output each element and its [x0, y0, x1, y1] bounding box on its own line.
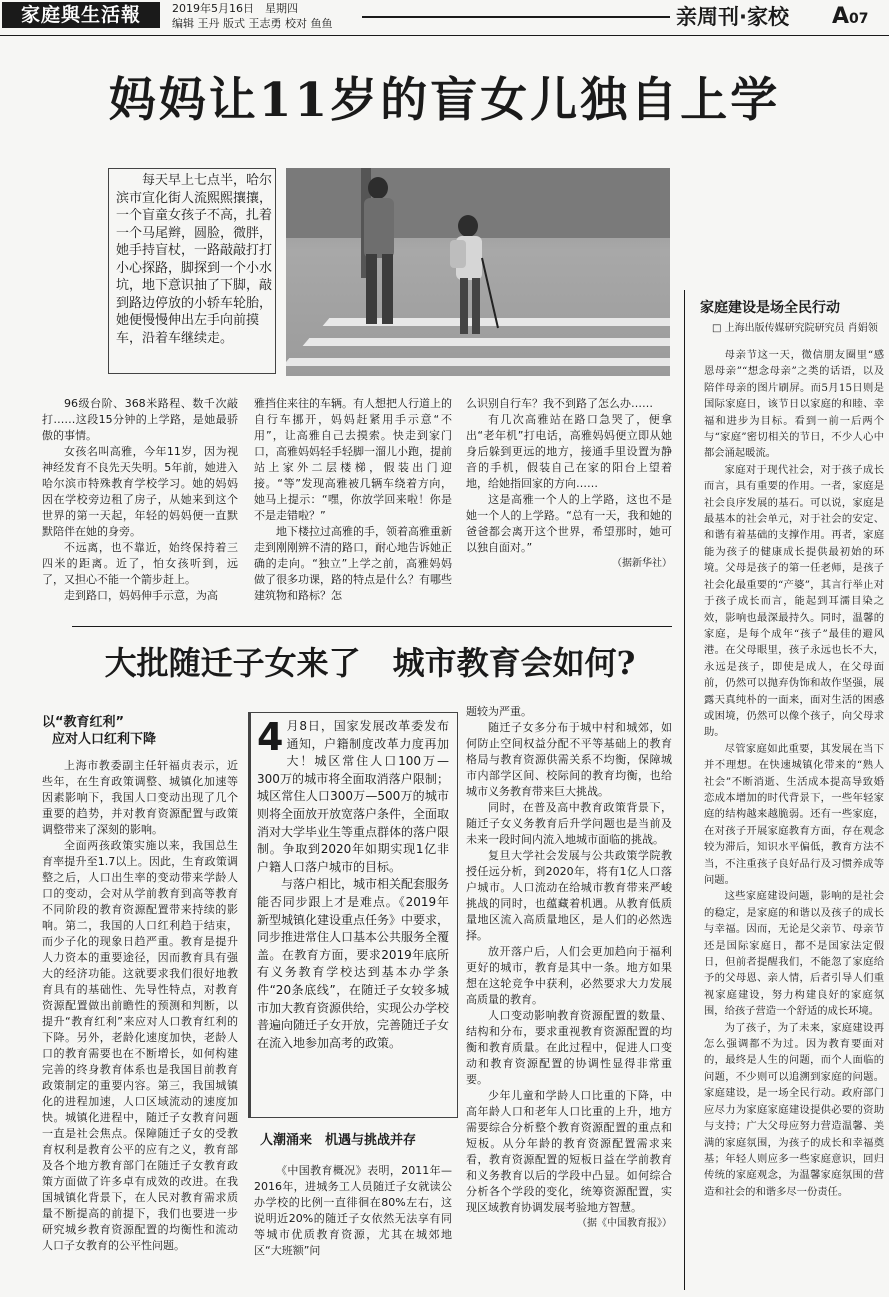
story2-callout: [257, 715, 450, 1052]
newspaper-logo: 家庭與生活報: [2, 2, 160, 28]
story1-credit: （据新华社）: [612, 558, 672, 569]
story1-headline: 妈妈让11岁的盲女儿独自上学: [108, 73, 781, 128]
story1-lead: 每天早上七点半，哈尔滨市宣化街人流熙熙攘攘，一个盲童女孩子不高，扎着一个马尾辫，圆脸，微胖，她手持盲杖，一路敲敲打打小心探路，脚探到一个小水坑，地下意识抽了下脚，敲到路边停放的小轿车轮胎，她便慢慢伸出左手向前摸车，沿着车继续走。: [116, 173, 273, 346]
paragraph: 走到路口，妈妈伸手示意，为高: [64, 589, 218, 602]
masthead-divider: [0, 35, 889, 36]
story-divider: [72, 626, 672, 627]
paragraph: 这些家庭建设问题，影响的是社会的稳定，是家庭的和谐以及孩子的成长与幸福。因而，无论是父亲节、母亲节还是国际家庭日，都不是国家法定假日，但前者提醒我们，不能忽了家庭给予的父母恩、亲人情，后者引导人们重视家庭建设，努力构建良好的家庭氛围，给孩子营造一个舒适的成长环境。: [704, 890, 884, 1018]
paragraph: 上海市教委副主任轩福贞表示，近些年，在生育政策调整、城镇化加速等因素影响下，我国人口变动出现了几个重要的趋势，并对教育资源配置与政策调整带来了深刻的影响。: [42, 759, 238, 836]
paragraph: 96级台阶、368米路程、数千次敲打……这段15分钟的上学路，是她最骄傲的事情。: [42, 397, 238, 442]
paragraph: 为了孩子，为了未来，家庭建设再怎么强调都不为过。因为教育要面对的，最终是人生的问题，而个人面临的问题，不少则可以追溯到家庭的问题。家庭建设，是一场全民行动。政府部门应尽力为家庭家庭建设提供必要的资助与支持；广大父母应努力营造温馨、美满的家庭氛围，为孩子的成长和幸福奠基；年轻人则应多一些家庭意识，回归传统的家庭观念，为温馨家庭氛围的营造和社会的和谐多尽一份责任。: [704, 1021, 884, 1198]
masthead: [0, 0, 889, 38]
paragraph: 随迁子女多分布于城中村和城郊，如何防止空间权益分配不平等基础上的教育格局与教育资源供需关系不均衡，保障城市内部学区间、校际间的教育均衡，也给城市义务教育带来巨大挑战。: [466, 721, 672, 798]
section-name: 亲周刊·家校: [676, 5, 789, 29]
story2-column-1: [42, 714, 238, 1254]
sidebar-divider: [684, 290, 685, 1290]
sidebar-title: 家庭建设是场全民行动: [700, 300, 840, 316]
story1-photo: [286, 168, 670, 376]
paragraph: 放开落户后，人们会更加趋向于福利更好的城市，教育是其中一条。地方如果想在这轮竞争中获利，必然要求大力发展高质量的教育。: [466, 945, 672, 1006]
paragraph: 不远离，也不靠近，始终保持着三四米的距离。近了，怕女孩听到，远了，又担心不能一个箭步赶上。: [42, 541, 238, 586]
dropcap: 4: [257, 715, 284, 759]
story2-subhead-1: [42, 714, 238, 748]
paragraph: 人口变动影响教育资源配置的数量、结构和分布，要求重视教育资源配置的均衡和教育质量。在此过程中，促进人口变动和教育资源配置的协调性显得非常重要。: [466, 1009, 672, 1086]
page-number: A07: [832, 4, 869, 29]
subhead-line: 应对人口红利下降: [52, 732, 157, 747]
story2-subhead-2: 人潮涌来 机遇与挑战并存: [260, 1133, 417, 1148]
story2-column-2-bottom: [254, 1132, 452, 1259]
paragraph: 雅挡住来往的车辆。有人想把人行道上的自行车挪开，妈妈赶紧用手示意“不用”，让高雅自己去摸索。快走到家门口，高雅妈妈轻手轻脚一溜儿小跑，提前站上家外二层楼梯，假装出门迎接。“等”发现高雅被几辆车绕着方向，她马上提示：“嘿，你放学回来啦！你是不是走错啦？”: [254, 397, 452, 522]
sidebar-author: □ 上海出版传媒研究院研究员 肖娟领: [712, 323, 878, 334]
paragraph: 女孩名叫高雅，今年11岁，因为视神经发育不良先天失明。5年前，她进入哈尔滨市特殊教育学校学习。她的妈妈因在学校旁边租了房子，从她来到这个世界的第一天起，年轻的妈妈便一直默默陪伴在她的身旁。: [42, 445, 238, 538]
paragraph: 有几次高雅站在路口急哭了，便拿出“老年机”打电话，高雅妈妈便立即从她身后躲到更远的地方，接通手里设置为静音的手机，假装自己在家的阳台上望着地，给她指回家的方向……: [466, 413, 672, 490]
paragraph: 么识别自行车？我不到路了怎么办……: [466, 397, 653, 410]
callout-paragraph: 月8日，国家发展改革委发布通知，户籍制度改革力度再加大！城区常住人口100万—300万的城市将全面取消落户限制；城区常住人口300万—500万的城市则将全面放开放宽落户条件，全面取消对大学毕业生等重点群体的落户限制。争取到2020年如期实现1亿非户籍人口落户城市的目标。: [257, 719, 450, 874]
subhead-line: 以“教育红利”: [42, 715, 125, 730]
story1-column-1: [42, 396, 238, 604]
photo-figures: [286, 168, 670, 376]
issue-date: 2019年5月16日 星期四: [172, 2, 298, 15]
editors-credit: 编辑 王丹 版式 王志勇 校对 鱼鱼: [172, 17, 333, 30]
story2-headline: 大批随迁子女来了 城市教育会如何?: [104, 644, 636, 682]
paragraph: 尽管家庭如此重要，其发展在当下并不理想。在快速城镇化带来的“熟人社会”不断消逝、生活成本提高导致婚恋成本增加的时代背景下，一些年轻家庭的结构越来越脆弱。还有一些家庭，在对孩子开展家庭教育方面，存在观念较为滞后，知识水平偏低，教育方法不当，不注重孩子良好品行及习惯养成等问题。: [704, 742, 884, 886]
paragraph: 复旦大学社会发展与公共政策学院教授任远分析，到2020年，将有1亿人口落户城市。人口流动在给城市教育带来严峻挑战的同时，也蕴藏着机遇。从教育低质量地区流入高质量地区，是人们的必然选择。: [466, 849, 672, 942]
paragraph: 家庭对于现代社会，对于孩子成长而言，具有重要的作用。一者，家庭是社会良序发展的基石。可以说，家庭是最基本的社会单元，对于社会的安定、和谐有着基础的支撑作用。再者，家庭能为孩子的健康成长提供最初始的环境。父母是孩子的第一任老师，是孩子社会化最重要的“产婆”，其言行举止对于孩子成长而言，能起到耳濡目染之效，影响也最深最持久。同时，温馨的家庭，是每个成年“孩子”最佳的避风港。在父母眼里，孩子永远也长不大，永远是孩子，即使是成人，在父母面前，仍然可以抛弃伪饰和故作坚强，展露天真纯朴的一面来，面对生活的困惑或困境，仍然可以像个孩子，向父母求助。: [704, 463, 884, 739]
story1-column-2: [254, 396, 452, 604]
story2-credit: （据《中国教育报》）: [577, 1218, 672, 1229]
paragraph: 题较为严重。: [466, 705, 532, 718]
story1-column-3: [466, 396, 672, 572]
paragraph: 母亲节这一天，微信朋友圈里“感恩母亲”“想念母亲”之类的话语，以及陪伴母亲的图片刷屏。而5月15日则是国际家庭日，该节日以家庭的和睦、幸福和进步为目标。看到一前一后两个与“家庭”密切相关的节日，不少人心中都会涌起暖流。: [704, 349, 884, 460]
paragraph: 少年儿童和学龄人口比重的下降，中高年龄人口和老年人口比重的上升，地方需要综合分析整个教育资源配置的重点和短板。从分年龄的教育资源配置需求来看，教育资源配置的短板日益在学前教育和义务教育以后的学段中凸显。如何综合分析各个学段的变化，统筹资源配置，实现区域教育协调发展考验地方智慧。: [466, 1089, 672, 1214]
story2-column-3: [466, 704, 672, 1232]
paragraph: 全面两孩政策实施以来，我国总生育率提升至1.7以上。因此，生育政策调整之后，人口出生率的变动带来学龄人口的变动，会对从学前教育到高等教育不同阶段的教育资源配置带来持续的影响。第二，我国的人口红利趋于结束，而少子化的现象日趋严重。教育是提升人力资本的重要途径，因而教育具有强大的经济功能。这就要求我们很好地教育具有的基础性、先导性特点，对教育资源配置做出前瞻性的预测和判断，以提升“教育红利”来应对人口教育红利的下降。另外，老龄化速度加快，老龄人口的教育需要也在不断增长，如何构建完善的终身教育体系也是我国目前教育政策制定的重要内容。第三，我国城镇化的进程加速，人口区域流动的速度加快。城镇化进程中，随迁子女教育问题一直是社会焦点。保障随迁子女的受教育权利是教育公平的应有之义，教育部及各个地方教育部门在随迁子女教育政策方面做了许多卓有成效的改进。在我国城镇化背景下，在人民对教育需求质量不断提高的前提下，我们也要进一步研究城乡教育资源配置的均衡性和流动人口子女教育的公平性问题。: [42, 839, 238, 1252]
sidebar-body: [704, 347, 884, 1200]
masthead-rule: [362, 16, 670, 18]
paragraph: 地下楼拉过高雅的手，领着高雅重新走到刚刚辨不清的路口，耐心地告诉她正确的走向。“独立”上学之前，高雅妈妈做了很多功课，路的特点是什么？有哪些建筑物和路标？怎: [254, 525, 452, 602]
paragraph: 《中国教育概况》表明，2011年—2016年，进城务工人员随迁子女就读公办学校的比例一直徘徊在80%左右，这说明近20%的随迁子女依然无法享有同等城市优质教育资源，尤其在城郊地区“大班额”问: [254, 1164, 452, 1257]
paragraph: 这是高雅一个人的上学路，这也不是她一个人的上学路。“总有一天，我和她的爸爸都会离开这个世界，希望那时，她可以独自面对。”: [466, 493, 672, 554]
paragraph: 同时，在普及高中教育政策背景下，随迁子女义务教育后升学问题也是当前及未来一段时间内流入地城市面临的挑战。: [466, 801, 672, 846]
callout-paragraph: 与落户相比，城市相关配套服务能否同步跟上才是难点。《2019年新型城镇化建设重点任务》中要求，同步推进常住人口基本公共服务全覆盖。在教育方面，要求2019年底所有义务教育学校达到基本办学条件“20条底线”，在随迁子女较多城市加大教育资源供给，实现公办学校普遍向随迁子女开放，完善随迁子女在流入地参加高考的政策。: [257, 877, 450, 1050]
